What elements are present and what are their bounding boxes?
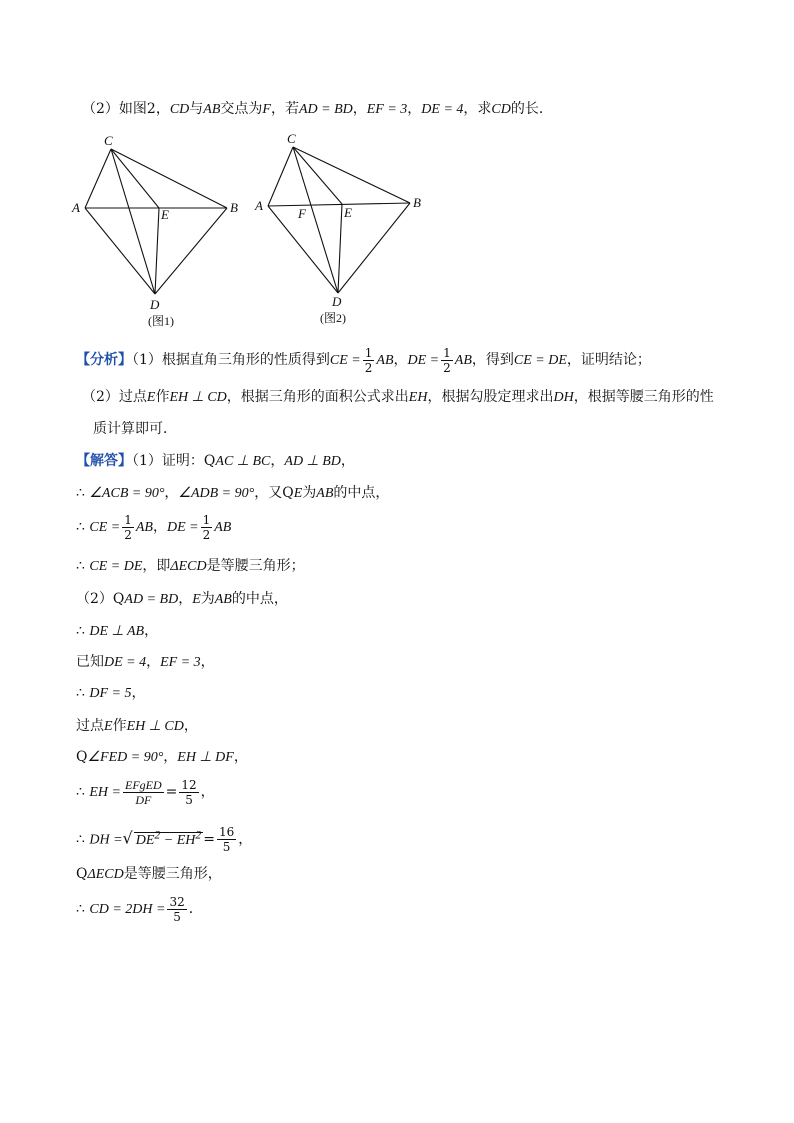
sqrt-symbol: √ bbox=[122, 828, 133, 848]
sqrt-expression: $DE^2 - EH^2$ bbox=[135, 828, 202, 848]
analysis-line-3: 质计算即可． bbox=[93, 421, 177, 437]
solution-line-4: ∴ CE = DE，即ΔECD是等腰三角形； bbox=[76, 558, 305, 574]
fig1-line-cb bbox=[111, 149, 227, 208]
fig1-label-b: B bbox=[230, 200, 238, 215]
fig2-line-cb bbox=[293, 147, 410, 203]
solution-line-11: ∴ EH = $\frac{\text{EFgED}}{DF}$ = $\frac{12}{5}$ ， bbox=[76, 777, 215, 807]
fraction-thirtytwo-fifths: $\frac{32}{5}$ bbox=[169, 894, 185, 924]
fig2-line-ab bbox=[268, 203, 410, 206]
fig2-label-f: F bbox=[298, 206, 306, 221]
solution-line-5: （2）QAD = BD，E为AB的中点， bbox=[76, 591, 288, 607]
fig1-caption: (图1) bbox=[148, 314, 174, 328]
fig2-label-a: A bbox=[255, 198, 263, 213]
solution-line-10: Q∠FED = 90°，EH ⊥ DF， bbox=[76, 749, 248, 765]
analysis-line-1: 【分析】（1）根据直角三角形的性质得到CE = $\frac{1}{2}$ AB，DE = $\frac{1}{2}$ AB，得到CE = DE，证明结论； bbox=[76, 345, 651, 375]
fraction-half: $\frac{1}{2}$ bbox=[443, 345, 451, 375]
fraction-half: $\frac{1}{2}$ bbox=[124, 512, 132, 542]
solution-line-6: ∴ DE ⊥ AB， bbox=[76, 623, 159, 639]
fig2-line-ed bbox=[338, 204, 342, 293]
fig1-label-e: E bbox=[161, 207, 169, 222]
fig1-line-ad bbox=[85, 208, 155, 294]
fig2-line-ce bbox=[293, 147, 342, 204]
solution-tag: 【解答】 bbox=[76, 453, 132, 469]
fraction-eh: $\frac{\text{EFgED}}{DF}$ bbox=[124, 777, 162, 807]
fig1-line-cd bbox=[111, 149, 155, 294]
fig2-line-ca bbox=[268, 147, 293, 206]
fig1-line-ca bbox=[85, 149, 111, 208]
question-2: （2）如图2，CD与AB交点为F，若AD = BD，EF = 3，DE = 4，求CD的长． bbox=[82, 101, 553, 117]
fraction-twelve-fifths: $\frac{12}{5}$ bbox=[181, 777, 197, 807]
solution-line-2: ∴ ∠ACB = 90°，∠ADB = 90°，又QE为AB的中点， bbox=[76, 485, 390, 501]
solution-line-14: ∴ CD = 2DH = $\frac{32}{5}$ ． bbox=[76, 894, 203, 924]
fig1-line-ed bbox=[155, 208, 159, 294]
fig1-label-a: A bbox=[72, 200, 80, 215]
solution-line-8: ∴ DF = 5， bbox=[76, 685, 146, 701]
solution-line-12: ∴ DH =√ $DE^2 - EH^2$ = $\frac{16}{5}$ ， bbox=[76, 825, 253, 855]
solution-line-3: ∴ CE = $\frac{1}{2}$ AB，DE = $\frac{1}{2}$ AB bbox=[76, 512, 232, 542]
fig1-label-c: C bbox=[104, 133, 113, 148]
solution-line-1: 【解答】（1）证明：QAC ⊥ BC，AD ⊥ BD， bbox=[76, 453, 355, 469]
fig2-label-b: B bbox=[413, 195, 421, 210]
analysis-tag: 【分析】 bbox=[76, 352, 132, 368]
solution-line-7: 已知DE = 4，EF = 3， bbox=[76, 654, 215, 670]
figure-2 bbox=[248, 125, 438, 330]
solution-line-9: 过点E作EH ⊥ CD， bbox=[76, 718, 198, 734]
fig2-caption: (图2) bbox=[320, 311, 346, 325]
fig2-label-d: D bbox=[332, 294, 342, 309]
figure-1 bbox=[62, 128, 252, 333]
fig1-line-ce bbox=[111, 149, 159, 208]
solution-line-13: QΔECD是等腰三角形， bbox=[76, 866, 222, 882]
analysis-line-2: （2）过点E作EH ⊥ CD，根据三角形的面积公式求出EH，根据勾股定理求出DH，根据等腰三角形的性 bbox=[82, 389, 714, 405]
fraction-half: $\frac{1}{2}$ bbox=[202, 512, 211, 542]
fraction-sixteen-fifths: $\frac{16}{5}$ bbox=[218, 825, 235, 855]
fig2-label-e: E bbox=[344, 205, 352, 220]
fraction-half: $\frac{1}{2}$ bbox=[364, 345, 373, 375]
fig1-label-d: D bbox=[150, 297, 160, 312]
fig2-label-c: C bbox=[287, 131, 296, 146]
